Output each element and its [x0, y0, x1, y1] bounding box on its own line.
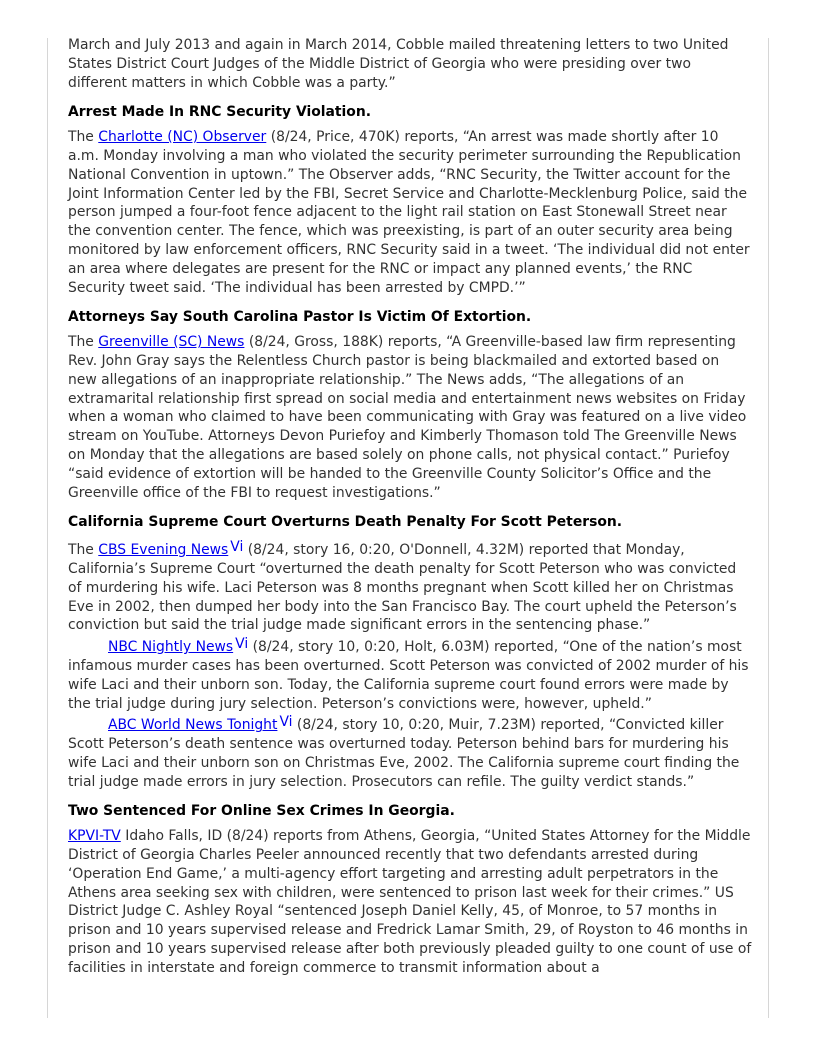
- story-peterson-abc-paragraph: ABC World News Tonight Vi (8/24, story 10, 0:20, Muir, 7.23M) reported, “Convicted killer Scott Peterson’s death sentence was overturned today. Peterson behind bars for murdering his wife Laci and their unborn son on Christmas Eve, 2002. The California supreme court finding the trial judge made errors in jury selection. Prosecutors can refile. The guilty verdict stands.”: [68, 714, 740, 790]
- source-link-kpvi-tv[interactable]: KPVI-TV: [68, 828, 121, 845]
- headline-peterson: California Supreme Court Overturns Death Penalty For Scott Peterson.: [68, 514, 623, 531]
- story-continuation-paragraph: March and July 2013 and again in March 2014, Cobble mailed threatening letters to two United States District Court Judges of the Middle District of Georgia who were presiding over two different matters in which Cobble was a party.”: [68, 37, 729, 91]
- story-georgia-paragraph: KPVI-TV Idaho Falls, ID (8/24) reports from Athens, Georgia, “United States Attorney for the Middle District of Georgia Charles Peeler announced recently that two defendants arrested during ‘Operation End Game,’ a multi-agency effort targeting and arresting adult perpetrators in the Athens area seeking sex with children, were sentenced to prison last week for their crimes.” US District Judge C. Ashley Royal “sentenced Joseph Daniel Kelly, 45, of Monroe, to 57 months in prison and 10 years supervised release and Fredrick Lamar Smith, 29, of Royston to 46 months in prison and 10 years supervised release after both previously pleaded guilty to one count of use of facilities in interstate and foreign commerce to transmit information about a: [68, 828, 752, 976]
- story-pastor-paragraph: The Greenville (SC) News (8/24, Gross, 188K) reports, “A Greenville-based law firm representing Rev. John Gray says the Relentless Church pastor is being blackmailed and extorted based on new allegations of an inappropriate relationship.” The News adds, “The allegations of an extramarital relationship first spread on social media and entertainment news websites on Friday when a woman who claimed to have been communicating with Gray was featured on a live video stream on YouTube. Attorneys Devon Puriefoy and Kimberly Thomason told The Greenville News on Monday that the allegations are based solely on phone calls, not physical contact.” Puriefoy “said evidence of extortion will be handed to the Greenville County Solicitor’s Office and the Greenville office of the FBI to request investigations.”: [68, 334, 747, 501]
- headline-rnc-security: Arrest Made In RNC Security Violation.: [68, 104, 372, 121]
- video-icon[interactable]: Vi: [235, 636, 249, 653]
- source-link-abc-world-news[interactable]: ABC World News Tonight: [108, 717, 278, 734]
- headline-georgia-sentencing: Two Sentenced For Online Sex Crimes In Georgia.: [68, 803, 455, 820]
- story-peterson-cbs-paragraph: The CBS Evening News Vi (8/24, story 16, 0:20, O'Donnell, 4.32M) reported that Monday, California’s Supreme Court “overturned the death penalty for Scott Peterson who was convicted of murdering his wife. Laci Peterson was 8 months pregnant when Scott killed her on Christmas Eve in 2002, then dumped her body into the San Francisco Bay. The court upheld the Peterson’s conviction but said the trial judge made significant errors in the sentencing phase.”: [68, 539, 737, 634]
- page-right-border: [768, 38, 769, 1018]
- story-peterson-nbc-paragraph: NBC Nightly News Vi (8/24, story 10, 0:20, Holt, 6.03M) reported, “One of the nation’s most infamous murder cases has been overturned. Scott Peterson was convicted of 2002 murder of his wife Laci and their unborn son. Today, the California supreme court found errors were made by the trial judge during jury selection. Peterson’s convictions were, however, upheld.”: [68, 636, 749, 712]
- source-link-greenville-news[interactable]: Greenville (SC) News: [98, 334, 245, 351]
- video-icon[interactable]: Vi: [279, 714, 293, 731]
- headline-sc-pastor: Attorneys Say South Carolina Pastor Is Victim Of Extortion.: [68, 309, 532, 326]
- source-link-nbc-nightly-news[interactable]: NBC Nightly News: [108, 639, 234, 656]
- document-body: [68, 36, 752, 978]
- video-icon[interactable]: Vi: [230, 539, 244, 556]
- source-link-charlotte-observer[interactable]: Charlotte (NC) Observer: [98, 129, 267, 146]
- page-left-border: [47, 38, 48, 1018]
- story-rnc-paragraph: The Charlotte (NC) Observer (8/24, Price, 470K) reports, “An arrest was made shortly after 10 a.m. Monday involving a man who violated the security perimeter surrounding the Republication National Convention in uptown.” The Observer adds, “RNC Security, the Twitter account for the Joint Information Center led by the FBI, Secret Service and Charlotte-Mecklenburg Police, said the person jumped a four-foot fence adjacent to the light rail station on East Stonewall Street near the convention center. The fence, which was preexisting, is part of an outer security area being monitored by law enforcement officers, RNC Security said in a tweet. ‘The individual did not enter an area where delegates are present for the RNC or impact any planned events,’ the RNC Security tweet said. ‘The individual has been arrested by CMPD.’”: [68, 129, 750, 296]
- source-link-cbs-evening-news[interactable]: CBS Evening News: [98, 542, 229, 559]
